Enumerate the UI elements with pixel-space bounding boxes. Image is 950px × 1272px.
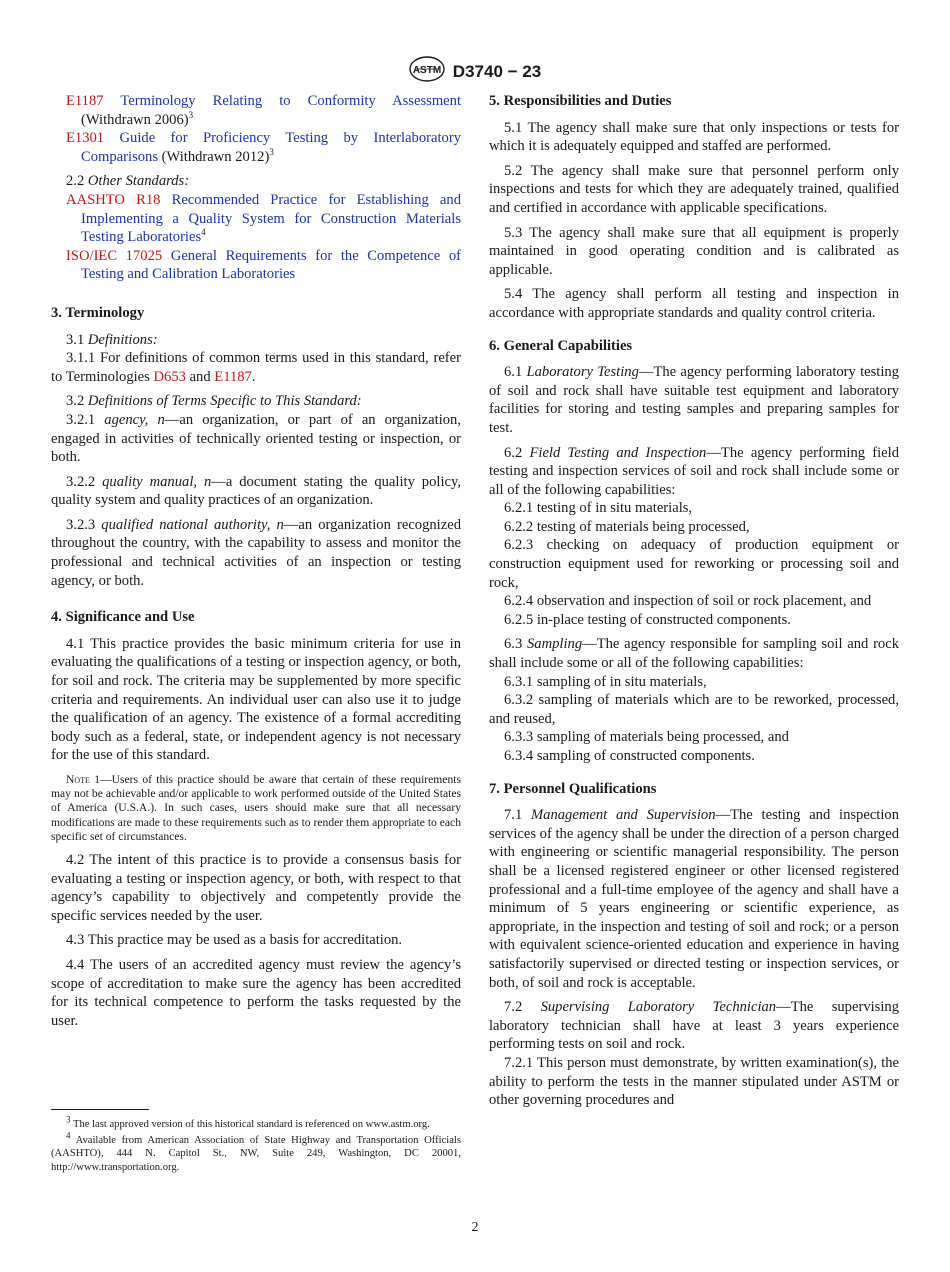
paragraph-3-2: 3.2 Definitions of Terms Specific to This Standard: (66, 393, 362, 410)
left-column (51, 92, 461, 1036)
reference-code-link[interactable]: E1187 (66, 93, 104, 109)
footnote-divider (51, 1109, 149, 1110)
reference-iso-iec-17025 (66, 247, 461, 284)
note-1: Note 1—Users of this practice should be aware that certain of these requirements may not be achievable and/or applicable to work performed outside of the United States of America (U.S.A.). In such cases, users should make sure that all necessary modifications are made to these requirements such as to render them appropriate to each specific set of circumstances. (51, 773, 461, 843)
paragraph-7-1: 7.1 Management and Supervision—The testing and inspection services of the agency shall be under the direction of a person charged with engineering or scientific managerial responsibility. The person shall be a licensed registered engineer or other licensed registered professional and a full-time employee of the agency and shall have a minimum of 5 years engineering or scientific experience, as appropriate, in the inspection and testing of soil and rock; or a person with equivalent science-oriented education and experience in having satisfactorily supervised or directed testing or inspection services, or both, of soil and rock is acceptable. (489, 807, 900, 991)
section-heading-significance: 4. Significance and Use (51, 609, 195, 626)
paragraph-6-3: 6.3 Sampling—The agency responsible for sampling soil and rock shall include some or all of the following capabilities: (489, 636, 899, 672)
reference-code-link[interactable]: AASHTO R18 (66, 191, 161, 208)
paragraph-4-1: 4.1 This practice provides the basic minimum criteria for use in evaluating the qualifications of a testing or inspection agency, or both, for soil and rock. The criteria may be supplemented by more specific criteria and requirements. An individual user can also use it to judge the qualification of an agency. The existence of a formal accrediting body such as a federal, state, or independent agency is not necessary for the use of this standard. (51, 635, 461, 764)
paragraph-5-2: 5.2 The agency shall make sure that personnel perform only inspections and tests for which they are adequately trained, qualified and certified in accordance with applicable specifications. (489, 162, 899, 216)
reference-aashto-r18 (66, 191, 461, 247)
reference-link-e1187[interactable]: E1187 (214, 368, 252, 385)
paragraph-7-2-1: 7.2.1 This person must demonstrate, by written examination(s), the ability to perform the tests in the manner stipulated under ASTM or other governing procedures and (489, 1054, 899, 1109)
page-number: 2 (471, 1220, 479, 1235)
paragraph-3-2-2: 3.2.2 quality manual, n—a document stating the quality policy, quality system and quality practices of an organization. (51, 473, 461, 509)
footnote-3: $^3$ The last approved version of this historical standard is referenced on www.astm.org. (66, 1114, 430, 1130)
section-heading-personnel: 7. Personnel Qualifications (489, 780, 657, 797)
paragraph-6-1: 6.1 Laboratory Testing—The agency performing laboratory testing of soil and rock shall have suitable test equipment and laboratory facilities for storing and testing samples and preparing samples for test. (489, 364, 899, 436)
reference-title-link[interactable]: Terminology Relating to Conformity Assessment (120, 93, 461, 109)
reference-title-link[interactable]: Guide for Proficiency Testing by Interlaboratory Comparisons (81, 130, 461, 165)
paragraph-3-1-1: 3.1.1 For definitions of common terms used in this standard, refer to Terminologies D653 and E1187. (51, 350, 461, 385)
right-column (489, 92, 899, 1116)
footnote-4: $^4$ Available from American Association of State Highway and Transportation Officials (AASHTO), 444 N. Capitol St., NW, Suite 249, Washington, DC 20001, http://www.transportation.org. (51, 1130, 461, 1173)
reference-title-link[interactable]: Recommended Practice for Establishing and Implementing a Quality System for Construction Materials Testing Laboratories (81, 191, 462, 246)
page-header (0, 56, 950, 87)
paragraph-5-4: 5.4 The agency shall perform all testing and inspection in accordance with appropriate standards and quality control criteria. (489, 286, 899, 321)
footnotes (51, 1114, 461, 1176)
paragraph-6-2-3: 6.2.3 checking on adequacy of production equipment or construction equipment used for reworking or processing soil and rock, (489, 537, 899, 591)
other-standards-heading: 2.2 Other Standards: (66, 173, 190, 190)
reference-link-d653[interactable]: D653 (153, 368, 186, 385)
paragraph-6-2-4: 6.2.4 observation and inspection of soil or rock placement, and (504, 593, 872, 610)
paragraph-5-3: 5.3 The agency shall make sure that all equipment is properly maintained in good operating condition and is calibrated as applicable. (489, 224, 899, 278)
reference-title-link[interactable]: General Requirements for the Competence of Testing and Calibration Laboratories (81, 247, 461, 283)
footnote-ref[interactable]: 3 (269, 146, 274, 157)
paragraph-6-2: 6.2 Field Testing and Inspection—The agency performing field testing and inspection services of soil and rock shall include some or all of the following capabilities: (489, 444, 900, 498)
paragraph-7-2: 7.2 Supervising Laboratory Technician—The supervising laboratory technician shall have at least 3 years experience performing tests on soil and rock. (489, 999, 899, 1053)
paragraph-4-3: 4.3 This practice may be used as a basis for accreditation. (66, 932, 403, 949)
document-designation: D3740 − 23 (452, 61, 542, 81)
paragraph-3-2-1: 3.2.1 agency, n—an organization, or part of an organization, engaged in activities of technically oriented testing or inspection, or both. (51, 411, 461, 466)
reference-e1187: E1187 Terminology Relating to Conformity Assessment (Withdrawn 2006)$^3$ (66, 93, 461, 128)
paragraph-6-3-3: 6.3.3 sampling of materials being processed, and (504, 729, 789, 746)
reference-code-link[interactable]: ISO/IEC 17025 (66, 247, 163, 264)
paragraph-6-2-2: 6.2.2 testing of materials being processed, (504, 518, 750, 535)
paragraph-6-3-2: 6.3.2 sampling of materials which are to be reworked, processed, and reused, (489, 692, 899, 727)
svg-text:ASTM: ASTM (412, 65, 441, 76)
section-heading-responsibilities: 5. Responsibilities and Duties (489, 93, 672, 109)
paragraph-3-1: 3.1 Definitions: (66, 331, 158, 348)
paragraph-4-2: 4.2 The intent of this practice is to provide a consensus basis for evaluating a testing or inspection agency, or both, with respect to that agency’s capability to objectively and competently provide the specific services needed by the user. (51, 852, 461, 924)
astm-logo-icon (409, 56, 445, 87)
paragraph-5-1: 5.1 The agency shall make sure that only inspections or tests for which it is adequately equipped and staffed are performed. (489, 119, 899, 155)
paragraph-6-3-1: 6.3.1 sampling of in situ materials, (504, 673, 707, 690)
section-heading-terminology: 3. Terminology (51, 304, 145, 321)
paragraph-6-2-5: 6.2.5 in-place testing of constructed components. (504, 611, 791, 628)
reference-code-link[interactable]: E1301 (66, 130, 105, 147)
paragraph-6-2-1: 6.2.1 testing of in situ materials, (504, 500, 693, 517)
paragraph-3-2-3: 3.2.3 qualified national authority, n—an organization recognized throughout the country, with the capability to assess and monitor the professional and technical activities of an inspection or testing agency, or both. (51, 516, 461, 589)
footnote-ref[interactable]: 4 (201, 227, 206, 238)
reference-e1301: E1301 Guide for Proficiency Testing by Interlaboratory Comparisons (Withdrawn 2012)$^3$ (66, 130, 461, 165)
section-heading-general-capabilities: 6. General Capabilities (489, 337, 633, 354)
paragraph-4-4: 4.4 The users of an accredited agency must review the agency’s scope of accreditation to make sure the agency has been accredited for its technical competence to perform the tasks requested by the user. (51, 956, 461, 1029)
footnote-ref[interactable]: 3 (188, 109, 194, 120)
paragraph-6-3-4: 6.3.4 sampling of constructed components. (504, 748, 755, 764)
